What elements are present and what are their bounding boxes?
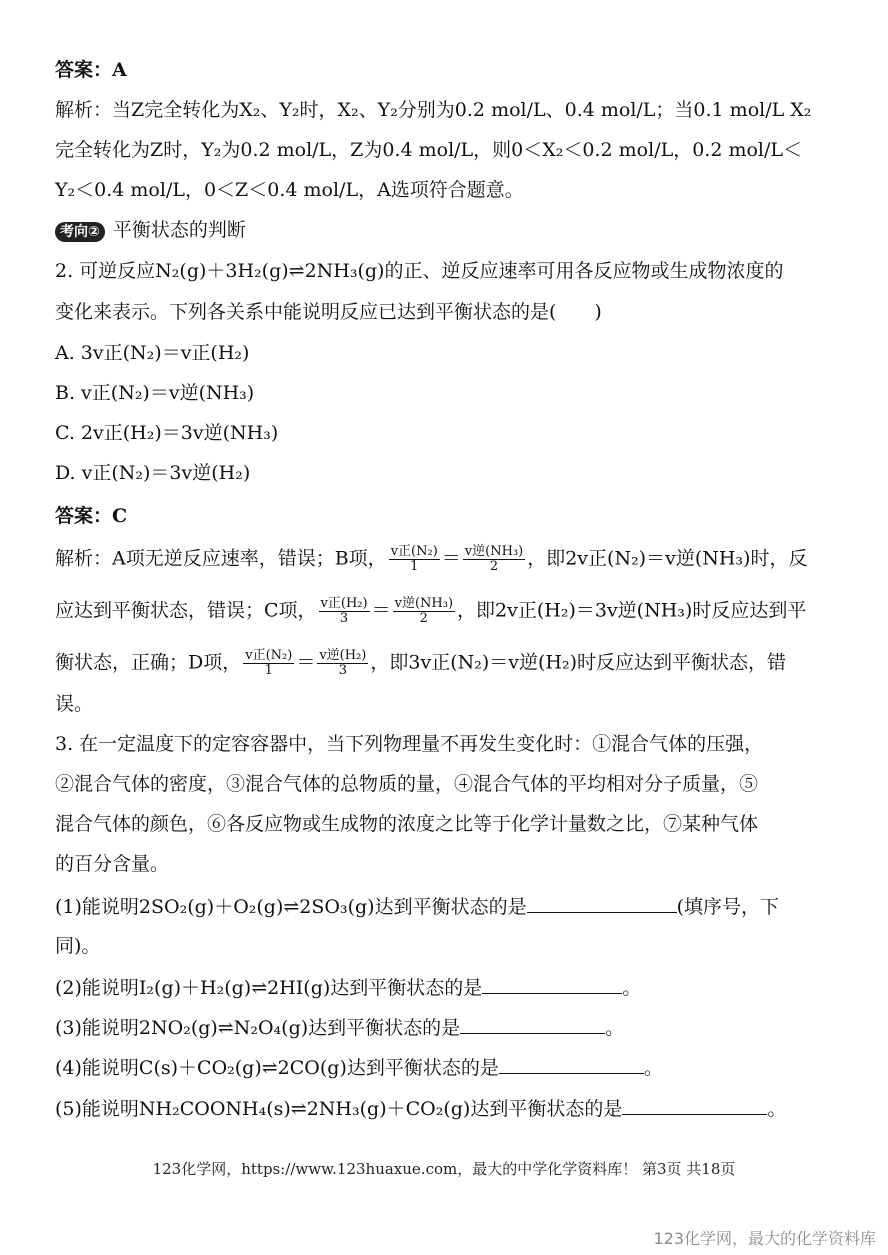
section-tag: 考向②: [55, 222, 105, 242]
numerator: v逆(H₂): [319, 648, 367, 663]
answer-label: 答案：: [55, 59, 113, 81]
denominator: 2: [489, 559, 499, 574]
sub-question-2: [55, 975, 641, 1000]
section-title: 平衡状态的判断: [112, 219, 246, 241]
text: 。: [767, 1098, 787, 1120]
question-2-line-2: 变化来表示。下列各关系中能说明反应已达到平衡状态的是( ): [55, 301, 602, 323]
page-footer: 123化学网，https://www.123huaxue.com，最大的中学化学资料库！ 第3页 共18页: [152, 1160, 736, 1178]
text: (填序号，下: [676, 896, 780, 918]
answer-1: [55, 58, 127, 82]
answer-blank[interactable]: [499, 1055, 644, 1074]
text: (4)能说明C(s)＋CO₂(g)⇌2CO(g)达到平衡状态的是: [55, 1057, 499, 1079]
answer-blank[interactable]: [622, 1096, 767, 1115]
analysis-2-line-3: 衡状态，正确；D项， $\frac{\text{v正(N₂)}}{1}$ ＝ $\frac{\text{v逆(H₂)}}{3}$ ，即3v正(N₂)＝v逆(H₂)时反应达到平衡状态，错: [55, 648, 787, 678]
sub-question-4: [55, 1055, 663, 1080]
question-3-line-2: ②混合气体的密度，③混合气体的总物质的量，④混合气体的平均相对分子质量，⑤: [55, 773, 759, 795]
analysis-2-line-1: 解析：A项无逆反应速率，错误；B项， $\frac{\text{v正(N₂)}}{1}$ ＝ $\frac{\text{v逆(NH₃)}}{2}$ ，即2v正(N₂)＝v逆(NH₃)时，反: [55, 544, 808, 574]
numerator: v正(H₂): [320, 596, 368, 611]
text: 应达到平衡状态，错误；C项，: [55, 599, 317, 622]
analysis-2-line-2: 应达到平衡状态，错误；C项， $\frac{\text{v正(H₂)}}{3}$ ＝ $\frac{\text{v逆(NH₃)}}{2}$ ，即2v正(H₂)＝3v逆(NH₃)时反应达到平: [55, 596, 807, 626]
sub-question-3: [55, 1015, 624, 1040]
text: (3)能说明2NO₂(g)⇌N₂O₄(g)达到平衡状态的是: [55, 1017, 461, 1039]
option-b: B. v正(N₂)＝v逆(NH₃): [55, 382, 255, 404]
fraction: [319, 597, 370, 626]
denominator: 1: [410, 559, 419, 574]
analysis-1-line-3: Y₂＜0.4 mol/L，0＜Z＜0.4 mol/L，A选项符合题意。: [55, 179, 524, 201]
question-3-line-3: 混合气体的颜色，⑥各反应物或生成物的浓度之比等于化学计量数之比，⑦某种气体: [55, 813, 759, 835]
text: 衡状态，正确；D项，: [55, 651, 242, 674]
answer-blank[interactable]: [482, 975, 622, 994]
fraction: [389, 545, 440, 574]
text: ，即2v正(N₂)＝v逆(NH₃)时，反: [527, 547, 808, 570]
analysis-1-line-2: 完全转化为Z时，Y₂为0.2 mol/L，Z为0.4 mol/L，则0＜X₂＜0.2 mol/L，0.2 mol/L＜: [55, 139, 803, 161]
denominator: 1: [264, 663, 273, 678]
denominator: 3: [339, 611, 349, 626]
answer-2: [55, 504, 127, 528]
text: 。: [605, 1017, 625, 1039]
sub-question-5: [55, 1096, 786, 1121]
numerator: v逆(NH₃): [394, 596, 454, 611]
text: ，即3v正(N₂)＝v逆(H₂)时反应达到平衡状态，错: [370, 651, 787, 674]
question-3-line-4: 的百分含量。: [55, 853, 170, 875]
option-a: A. 3v正(N₂)＝v正(H₂): [55, 342, 250, 364]
fraction: [463, 545, 525, 574]
numerator: v正(N₂): [245, 648, 293, 663]
question-3-line-1: 3. 在一定温度下的定容容器中，当下列物理量不再发生变化时：①混合气体的压强，: [55, 733, 764, 755]
denominator: 2: [419, 611, 428, 626]
sub-question-1: [55, 894, 779, 919]
option-c: C. 2v正(H₂)＝3v逆(NH₃): [55, 422, 279, 444]
section-heading: [55, 218, 246, 242]
fraction: [317, 649, 368, 678]
fraction: [243, 649, 294, 678]
analysis-2-line-4: 误。: [55, 693, 94, 715]
watermark: 123化学网，最大的化学资料库: [653, 1229, 876, 1248]
text: 解析：A项无逆反应速率，错误；B项，: [55, 547, 387, 570]
text: 。: [643, 1057, 663, 1079]
text: (1)能说明2SO₂(g)＋O₂(g)⇌2SO₃(g)达到平衡状态的是: [55, 896, 527, 918]
question-2-line-1: 2. 可逆反应N₂(g)＋3H₂(g)⇌2NH₃(g)的正、逆反应速率可用各反应物或生成物浓度的: [55, 260, 784, 282]
denominator: 3: [338, 663, 347, 678]
numerator: v正(N₂): [390, 544, 438, 559]
numerator: v逆(NH₃): [464, 544, 524, 559]
answer-label: 答案：: [55, 505, 113, 527]
text: ，即2v正(H₂)＝3v逆(NH₃)时反应达到平: [457, 599, 807, 622]
answer-value: A: [112, 59, 127, 81]
fraction: [393, 597, 455, 626]
text: 。: [622, 977, 642, 999]
answer-value: C: [112, 505, 128, 527]
option-d: D. v正(N₂)＝3v逆(H₂): [55, 462, 251, 484]
text: (2)能说明I₂(g)＋H₂(g)⇌2HI(g)达到平衡状态的是: [55, 977, 483, 999]
answer-blank[interactable]: [527, 894, 677, 913]
text: (5)能说明NH₂COONH₄(s)⇌2NH₃(g)＋CO₂(g)达到平衡状态的是: [55, 1098, 623, 1120]
answer-blank[interactable]: [460, 1015, 605, 1034]
analysis-1-line-1: 解析：当Z完全转化为X₂、Y₂时，X₂、Y₂分别为0.2 mol/L、0.4 mol/L；当0.1 mol/L X₂: [55, 99, 812, 121]
sub-question-1-cont: 同)。: [55, 935, 101, 957]
